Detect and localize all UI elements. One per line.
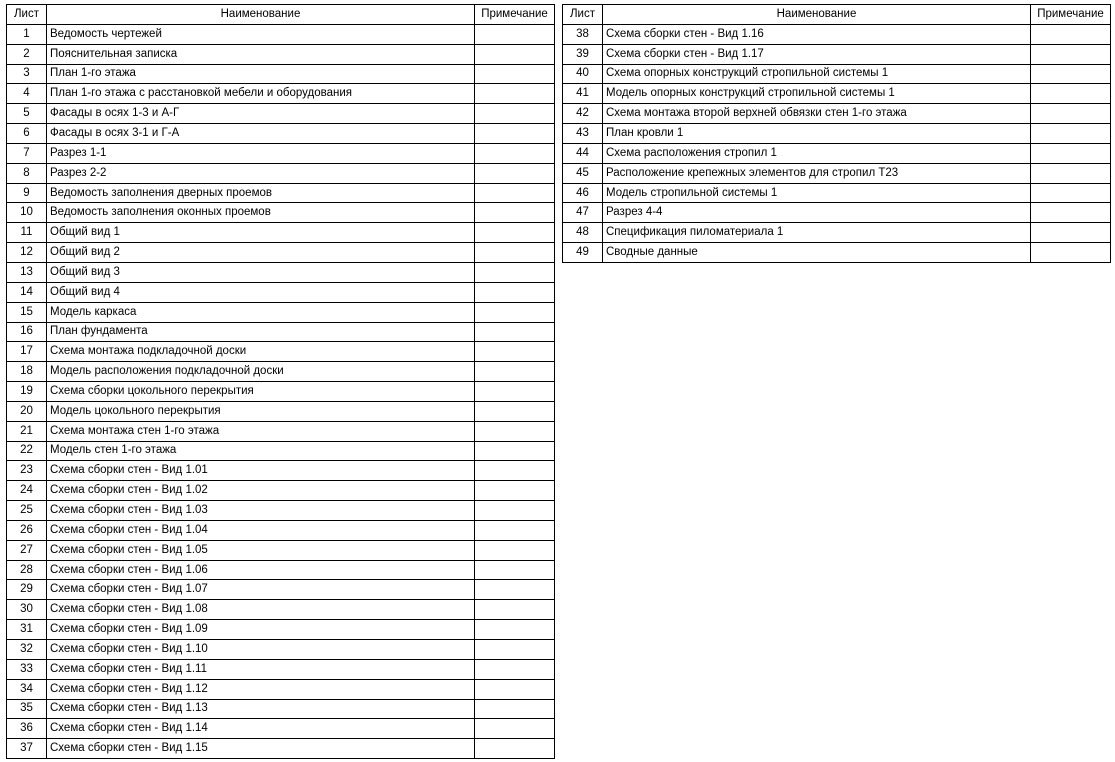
sheet-name-cell: Схема сборки стен - Вид 1.12 (47, 679, 475, 699)
note-cell (475, 520, 555, 540)
sheet-name-cell: Ведомость заполнения оконных проемов (47, 203, 475, 223)
sheet-name-cell: Схема сборки стен - Вид 1.10 (47, 640, 475, 660)
sheet-number-cell: 31 (7, 620, 47, 640)
sheet-name-cell: Схема расположения стропил 1 (603, 143, 1031, 163)
note-cell (475, 362, 555, 382)
sheet-name-cell: Схема сборки стен - Вид 1.15 (47, 739, 475, 759)
sheet-name-cell: Схема сборки стен - Вид 1.07 (47, 580, 475, 600)
note-cell (475, 679, 555, 699)
sheet-number-cell: 6 (7, 124, 47, 144)
table-row (7, 163, 555, 183)
sheet-number-cell: 37 (7, 739, 47, 759)
sheet-number-cell: 8 (7, 163, 47, 183)
note-cell (475, 640, 555, 660)
note-cell (475, 580, 555, 600)
table-row (7, 461, 555, 481)
note-cell (475, 124, 555, 144)
sheet-number-cell: 16 (7, 322, 47, 342)
table-row (7, 501, 555, 521)
sheet-number-cell: 47 (563, 203, 603, 223)
sheet-number-cell: 48 (563, 223, 603, 243)
sheet-name-cell: Разрез 1-1 (47, 143, 475, 163)
note-cell (1031, 243, 1111, 263)
sheet-number-cell: 41 (563, 84, 603, 104)
table-row (7, 620, 555, 640)
sheet-name-cell: Общий вид 1 (47, 223, 475, 243)
sheet-number-cell: 30 (7, 600, 47, 620)
table-row (563, 44, 1111, 64)
sheet-name-cell: Схема сборки стен - Вид 1.02 (47, 481, 475, 501)
note-cell (475, 183, 555, 203)
table-row (7, 44, 555, 64)
sheet-number-cell: 21 (7, 421, 47, 441)
sheet-name-cell: Схема монтажа второй верхней обвязки стен 1-го этажа (603, 104, 1031, 124)
sheet-name-cell: Схема сборки стен - Вид 1.11 (47, 659, 475, 679)
sheet-name-cell: Схема сборки стен - Вид 1.05 (47, 540, 475, 560)
sheet-name-cell: Модель каркаса (47, 302, 475, 322)
table-row (563, 223, 1111, 243)
note-cell (475, 659, 555, 679)
note-cell (475, 44, 555, 64)
note-cell (475, 262, 555, 282)
sheet-name-cell: Схема сборки цокольного перекрытия (47, 382, 475, 402)
table-row (7, 739, 555, 759)
sheet-number-cell: 4 (7, 84, 47, 104)
note-cell (475, 719, 555, 739)
note-cell (1031, 24, 1111, 44)
sheet-name-cell: Сводные данные (603, 243, 1031, 263)
note-cell (1031, 104, 1111, 124)
sheet-name-cell: План кровли 1 (603, 124, 1031, 144)
sheet-number-cell: 24 (7, 481, 47, 501)
sheet-number-cell: 14 (7, 282, 47, 302)
table-row (7, 679, 555, 699)
sheet-name-cell: Общий вид 2 (47, 243, 475, 263)
note-cell (1031, 203, 1111, 223)
table-row (7, 520, 555, 540)
table-row (563, 203, 1111, 223)
note-cell (475, 421, 555, 441)
table-row (7, 302, 555, 322)
table-row (563, 243, 1111, 263)
header-name: Наименование (603, 5, 1031, 25)
sheet-name-cell: Разрез 2-2 (47, 163, 475, 183)
sheet-number-cell: 40 (563, 64, 603, 84)
note-cell (475, 481, 555, 501)
sheet-name-cell: Общий вид 4 (47, 282, 475, 302)
sheet-number-cell: 45 (563, 163, 603, 183)
sheet-number-cell: 42 (563, 104, 603, 124)
sheet-number-cell: 19 (7, 382, 47, 402)
drawing-list-table-left (6, 4, 555, 759)
table-row (563, 64, 1111, 84)
sheet-number-cell: 43 (563, 124, 603, 144)
sheet-number-cell: 10 (7, 203, 47, 223)
table-row (7, 243, 555, 263)
note-cell (475, 163, 555, 183)
sheet-name-cell: Схема сборки стен - Вид 1.06 (47, 560, 475, 580)
table-row (7, 223, 555, 243)
sheet-number-cell: 23 (7, 461, 47, 481)
sheet-name-cell: Схема сборки стен - Вид 1.17 (603, 44, 1031, 64)
sheet-number-cell: 25 (7, 501, 47, 521)
note-cell (475, 441, 555, 461)
sheet-number-cell: 27 (7, 540, 47, 560)
note-cell (1031, 183, 1111, 203)
table-row (7, 143, 555, 163)
sheet-name-cell: Схема сборки стен - Вид 1.14 (47, 719, 475, 739)
sheet-number-cell: 28 (7, 560, 47, 580)
note-cell (475, 461, 555, 481)
table-row (7, 580, 555, 600)
table-row (7, 282, 555, 302)
sheet-number-cell: 33 (7, 659, 47, 679)
note-cell (475, 540, 555, 560)
sheet-number-cell: 20 (7, 401, 47, 421)
table-row (7, 640, 555, 660)
sheet-name-cell: Спецификация пиломатериала 1 (603, 223, 1031, 243)
table-row (563, 24, 1111, 44)
table-row (7, 104, 555, 124)
note-cell (1031, 163, 1111, 183)
table-row (7, 481, 555, 501)
sheet-number-cell: 18 (7, 362, 47, 382)
table-row (7, 600, 555, 620)
sheet-number-cell: 7 (7, 143, 47, 163)
sheet-name-cell: План фундамента (47, 322, 475, 342)
header-sheet: Лист (7, 5, 47, 25)
sheet-name-cell: Схема монтажа подкладочной доски (47, 342, 475, 362)
sheet-name-cell: Модель расположения подкладочной доски (47, 362, 475, 382)
header-name: Наименование (47, 5, 475, 25)
sheet-number-cell: 17 (7, 342, 47, 362)
table-row (7, 719, 555, 739)
drawing-list-table-right (562, 4, 1111, 263)
header-note: Примечание (1031, 5, 1111, 25)
sheet-name-cell: Модель опорных конструкций стропильной системы 1 (603, 84, 1031, 104)
table-row (7, 24, 555, 44)
table-body-right (563, 24, 1111, 262)
header-row (563, 5, 1111, 25)
table-row (7, 382, 555, 402)
sheet-name-cell: Расположение крепежных элементов для стропил Т23 (603, 163, 1031, 183)
sheet-name-cell: Схема монтажа стен 1-го этажа (47, 421, 475, 441)
note-cell (475, 282, 555, 302)
sheet-name-cell: Схема сборки стен - Вид 1.01 (47, 461, 475, 481)
note-cell (475, 302, 555, 322)
note-cell (475, 600, 555, 620)
sheet-number-cell: 9 (7, 183, 47, 203)
sheet-number-cell: 15 (7, 302, 47, 322)
sheet-number-cell: 11 (7, 223, 47, 243)
sheet-name-cell: Схема сборки стен - Вид 1.09 (47, 620, 475, 640)
sheet-name-cell: Разрез 4-4 (603, 203, 1031, 223)
note-cell (475, 143, 555, 163)
sheet-number-cell: 49 (563, 243, 603, 263)
table-row (7, 699, 555, 719)
sheet-number-cell: 38 (563, 24, 603, 44)
sheet-name-cell: Схема сборки стен - Вид 1.16 (603, 24, 1031, 44)
header-note: Примечание (475, 5, 555, 25)
sheet-number-cell: 35 (7, 699, 47, 719)
sheet-name-cell: Схема сборки стен - Вид 1.08 (47, 600, 475, 620)
note-cell (475, 342, 555, 362)
note-cell (475, 382, 555, 402)
sheet-name-cell: Схема сборки стен - Вид 1.13 (47, 699, 475, 719)
table-row (563, 163, 1111, 183)
sheet-name-cell: Ведомость чертежей (47, 24, 475, 44)
sheet-number-cell: 46 (563, 183, 603, 203)
sheet-number-cell: 1 (7, 24, 47, 44)
note-cell (475, 739, 555, 759)
table-row (7, 401, 555, 421)
table-row (563, 104, 1111, 124)
table-row (7, 441, 555, 461)
sheet-number-cell: 22 (7, 441, 47, 461)
note-cell (1031, 143, 1111, 163)
sheet-number-cell: 2 (7, 44, 47, 64)
table-row (7, 124, 555, 144)
sheet-number-cell: 32 (7, 640, 47, 660)
sheet-name-cell: План 1-го этажа с расстановкой мебели и оборудования (47, 84, 475, 104)
sheet-name-cell: Модель стен 1-го этажа (47, 441, 475, 461)
table-row (7, 421, 555, 441)
note-cell (475, 560, 555, 580)
note-cell (475, 620, 555, 640)
table-row (563, 183, 1111, 203)
header-sheet: Лист (563, 5, 603, 25)
sheet-number-cell: 39 (563, 44, 603, 64)
note-cell (475, 203, 555, 223)
sheet-name-cell: План 1-го этажа (47, 64, 475, 84)
header-row (7, 5, 555, 25)
sheet-number-cell: 44 (563, 143, 603, 163)
sheet-name-cell: Схема сборки стен - Вид 1.04 (47, 520, 475, 540)
sheet-number-cell: 34 (7, 679, 47, 699)
sheet-name-cell: Схема сборки стен - Вид 1.03 (47, 501, 475, 521)
sheet-number-cell: 29 (7, 580, 47, 600)
sheet-number-cell: 13 (7, 262, 47, 282)
table-row (7, 540, 555, 560)
table-row (7, 560, 555, 580)
sheet-name-cell: Модель цокольного перекрытия (47, 401, 475, 421)
sheet-name-cell: Ведомость заполнения дверных проемов (47, 183, 475, 203)
note-cell (475, 223, 555, 243)
sheet-name-cell: Пояснительная записка (47, 44, 475, 64)
note-cell (475, 24, 555, 44)
sheet-name-cell: Модель стропильной системы 1 (603, 183, 1031, 203)
sheet-number-cell: 26 (7, 520, 47, 540)
note-cell (475, 64, 555, 84)
sheet-name-cell: Схема опорных конструкций стропильной системы 1 (603, 64, 1031, 84)
note-cell (475, 243, 555, 263)
sheet-number-cell: 5 (7, 104, 47, 124)
note-cell (1031, 223, 1111, 243)
note-cell (475, 699, 555, 719)
table-row (7, 183, 555, 203)
table-row (7, 362, 555, 382)
note-cell (475, 322, 555, 342)
note-cell (1031, 124, 1111, 144)
table-body-left (7, 24, 555, 758)
table-row (7, 84, 555, 104)
note-cell (475, 104, 555, 124)
table-row (7, 262, 555, 282)
table-row (563, 124, 1111, 144)
sheet-number-cell: 12 (7, 243, 47, 263)
note-cell (1031, 64, 1111, 84)
sheet-name-cell: Фасады в осях 1-3 и А-Г (47, 104, 475, 124)
table-row (7, 64, 555, 84)
table-row (7, 322, 555, 342)
note-cell (1031, 84, 1111, 104)
table-row (7, 659, 555, 679)
note-cell (475, 401, 555, 421)
note-cell (475, 501, 555, 521)
sheet-number-cell: 3 (7, 64, 47, 84)
sheet-name-cell: Общий вид 3 (47, 262, 475, 282)
sheet-number-cell: 36 (7, 719, 47, 739)
table-row (563, 143, 1111, 163)
sheet-name-cell: Фасады в осях 3-1 и Г-А (47, 124, 475, 144)
table-row (7, 342, 555, 362)
table-row (7, 203, 555, 223)
note-cell (1031, 44, 1111, 64)
note-cell (475, 84, 555, 104)
table-row (563, 84, 1111, 104)
